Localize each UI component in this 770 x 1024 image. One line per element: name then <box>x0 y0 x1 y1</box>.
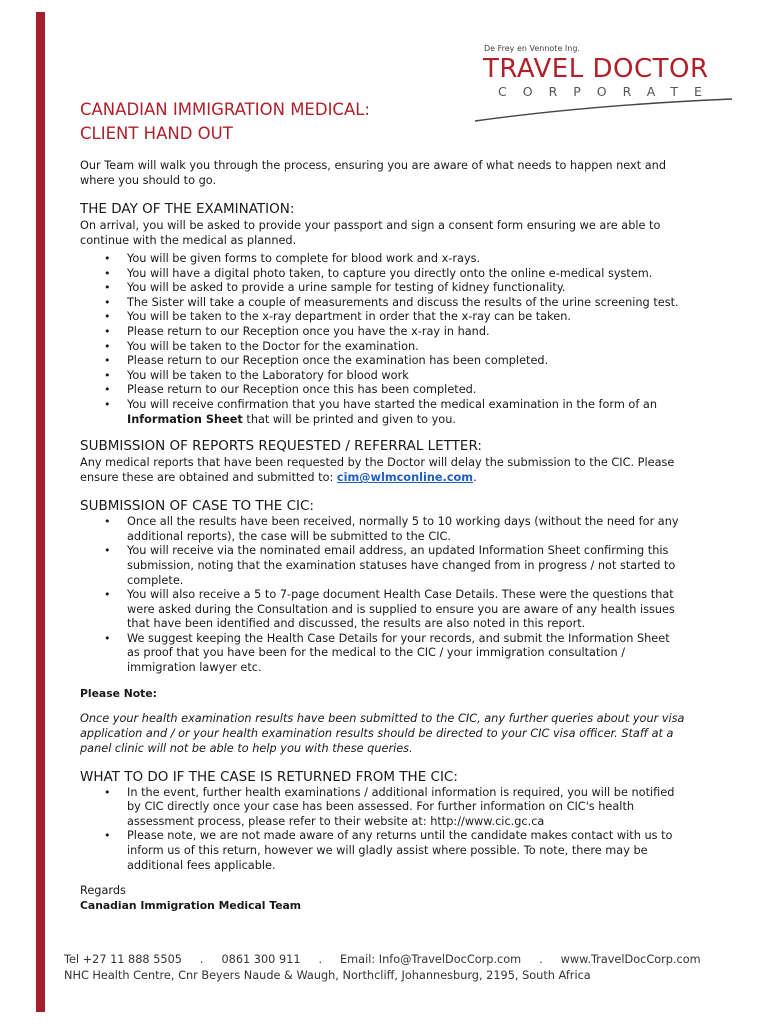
list-item: • You will be given forms to complete for blood work and x-rays. <box>80 252 686 267</box>
day-list <box>80 252 686 427</box>
logo-brand: TRAVEL DOCTOR <box>483 54 709 84</box>
submission-list <box>80 515 686 676</box>
document-body <box>80 98 686 913</box>
list-item: • Please return to our Reception once this has been completed. <box>80 383 686 398</box>
list-item: • You will be taken to the Doctor for the examination. <box>80 340 686 355</box>
list-item: • You will receive via the nominated email address, an updated Information Sheet confirming this submission, noting that the examination statuses have changed from in progress / not started to complete. <box>80 544 686 588</box>
footer-contact-line: Tel +27 11 888 5505 . 0861 300 911 . Email: Info@TravelDocCorp.com . www.TravelDocCorp.com <box>64 953 701 966</box>
list-item: • The Sister will take a couple of measurements and discuss the results of the urine screening test. <box>80 296 686 311</box>
please-note-label: Please Note: <box>80 686 157 700</box>
returned-heading: WHAT TO DO IF THE CASE IS RETURNED FROM THE CIC: <box>80 768 458 785</box>
logo-corporate: CORPORATE <box>498 84 718 99</box>
logo-subtitle: De Frey en Vennote Ing. <box>484 44 580 53</box>
team-signature: Canadian Immigration Medical Team <box>80 899 302 913</box>
list-item-text: that will be printed and given to you. <box>242 412 456 426</box>
page-title-line2: CLIENT HAND OUT <box>80 124 233 143</box>
list-item: • Please note, we are not made aware of any returns until the candidate makes contact with us to inform us of this return, however we will gladly assist where possible. To note, there may be additional fees applicable. <box>80 829 686 873</box>
list-item: • Please return to our Reception once the examination has been completed. <box>80 354 686 369</box>
list-item: • You will be asked to provide a urine sample for testing of kidney functionality. <box>80 281 686 296</box>
reports-end: . <box>473 471 477 485</box>
footer-address-line: NHC Health Centre, Cnr Beyers Naude & Waugh, Northcliff, Johannesburg, 2195, South Africa <box>64 969 591 982</box>
list-item: • You will have a digital photo taken, to capture you directly onto the online e-medical system. <box>80 267 686 282</box>
reports-heading: SUBMISSION OF REPORTS REQUESTED / REFERRAL LETTER: <box>80 438 482 455</box>
left-red-bar <box>36 12 45 1012</box>
list-item: • You will be taken to the x-ray department in order that the x-ray can be taken. <box>80 310 686 325</box>
list-item: • You will also receive a 5 to 7-page document Health Case Details. These were the questions that were asked during the Consultation and is supplied to ensure you are aware of any health issues that have been identified and discussed, the results are also noted in this report. <box>80 588 686 632</box>
reports-paragraph <box>80 455 686 485</box>
information-sheet-term: Information Sheet <box>127 412 243 426</box>
reports-text: Any medical reports that have been requested by the Doctor will delay the submission to the CIC. Please ensure these are obtained and submitted to: <box>80 456 675 485</box>
list-item: • In the event, further health examinations / additional information is required, you will be notified by CIC directly once your case has been assessed. For further information on CIC's health assessment process, please refer to their website at: http://www.cic.gc.ca <box>80 786 686 830</box>
list-item-text: You will receive confirmation that you have started the medical examination in the form of an <box>127 397 657 411</box>
regards-text: Regards <box>80 884 126 898</box>
submission-heading: SUBMISSION OF CASE TO THE CIC: <box>80 498 314 515</box>
footer <box>64 952 724 984</box>
email-link[interactable]: cim@wlmconline.com <box>336 471 474 485</box>
please-note-text: Once your health examination results have been submitted to the CIC, any further queries about your visa application and / or your health examination results should be directed to your CIC visa officer. Staff at a panel clinic will not be able to help you with these queries. <box>80 711 685 755</box>
list-item: • We suggest keeping the Health Case Details for your records, and submit the Information Sheet as proof that you have been for the medical to the CIC / your immigration consultation / immigration lawyer etc. <box>80 632 686 676</box>
list-item: • Please return to our Reception once you have the x-ray in hand. <box>80 325 686 340</box>
list-item: • Once all the results have been received, normally 5 to 10 working days (without the need for any additional reports), the case will be submitted to the CIC. <box>80 515 686 544</box>
intro-paragraph: Our Team will walk you through the process, ensuring you are aware of what needs to happen next and where you should to go. <box>80 159 667 187</box>
page-title-line1: CANADIAN IMMIGRATION MEDICAL: <box>80 100 370 119</box>
day-heading: THE DAY OF THE EXAMINATION: <box>80 201 295 217</box>
day-paragraph: On arrival, you will be asked to provide your passport and sign a consent form ensuring we are able to continue with the medical as planned. <box>80 219 661 247</box>
list-item: • You will be taken to the Laboratory for blood work <box>80 369 686 384</box>
list-item <box>80 398 686 427</box>
returned-list <box>80 786 686 874</box>
